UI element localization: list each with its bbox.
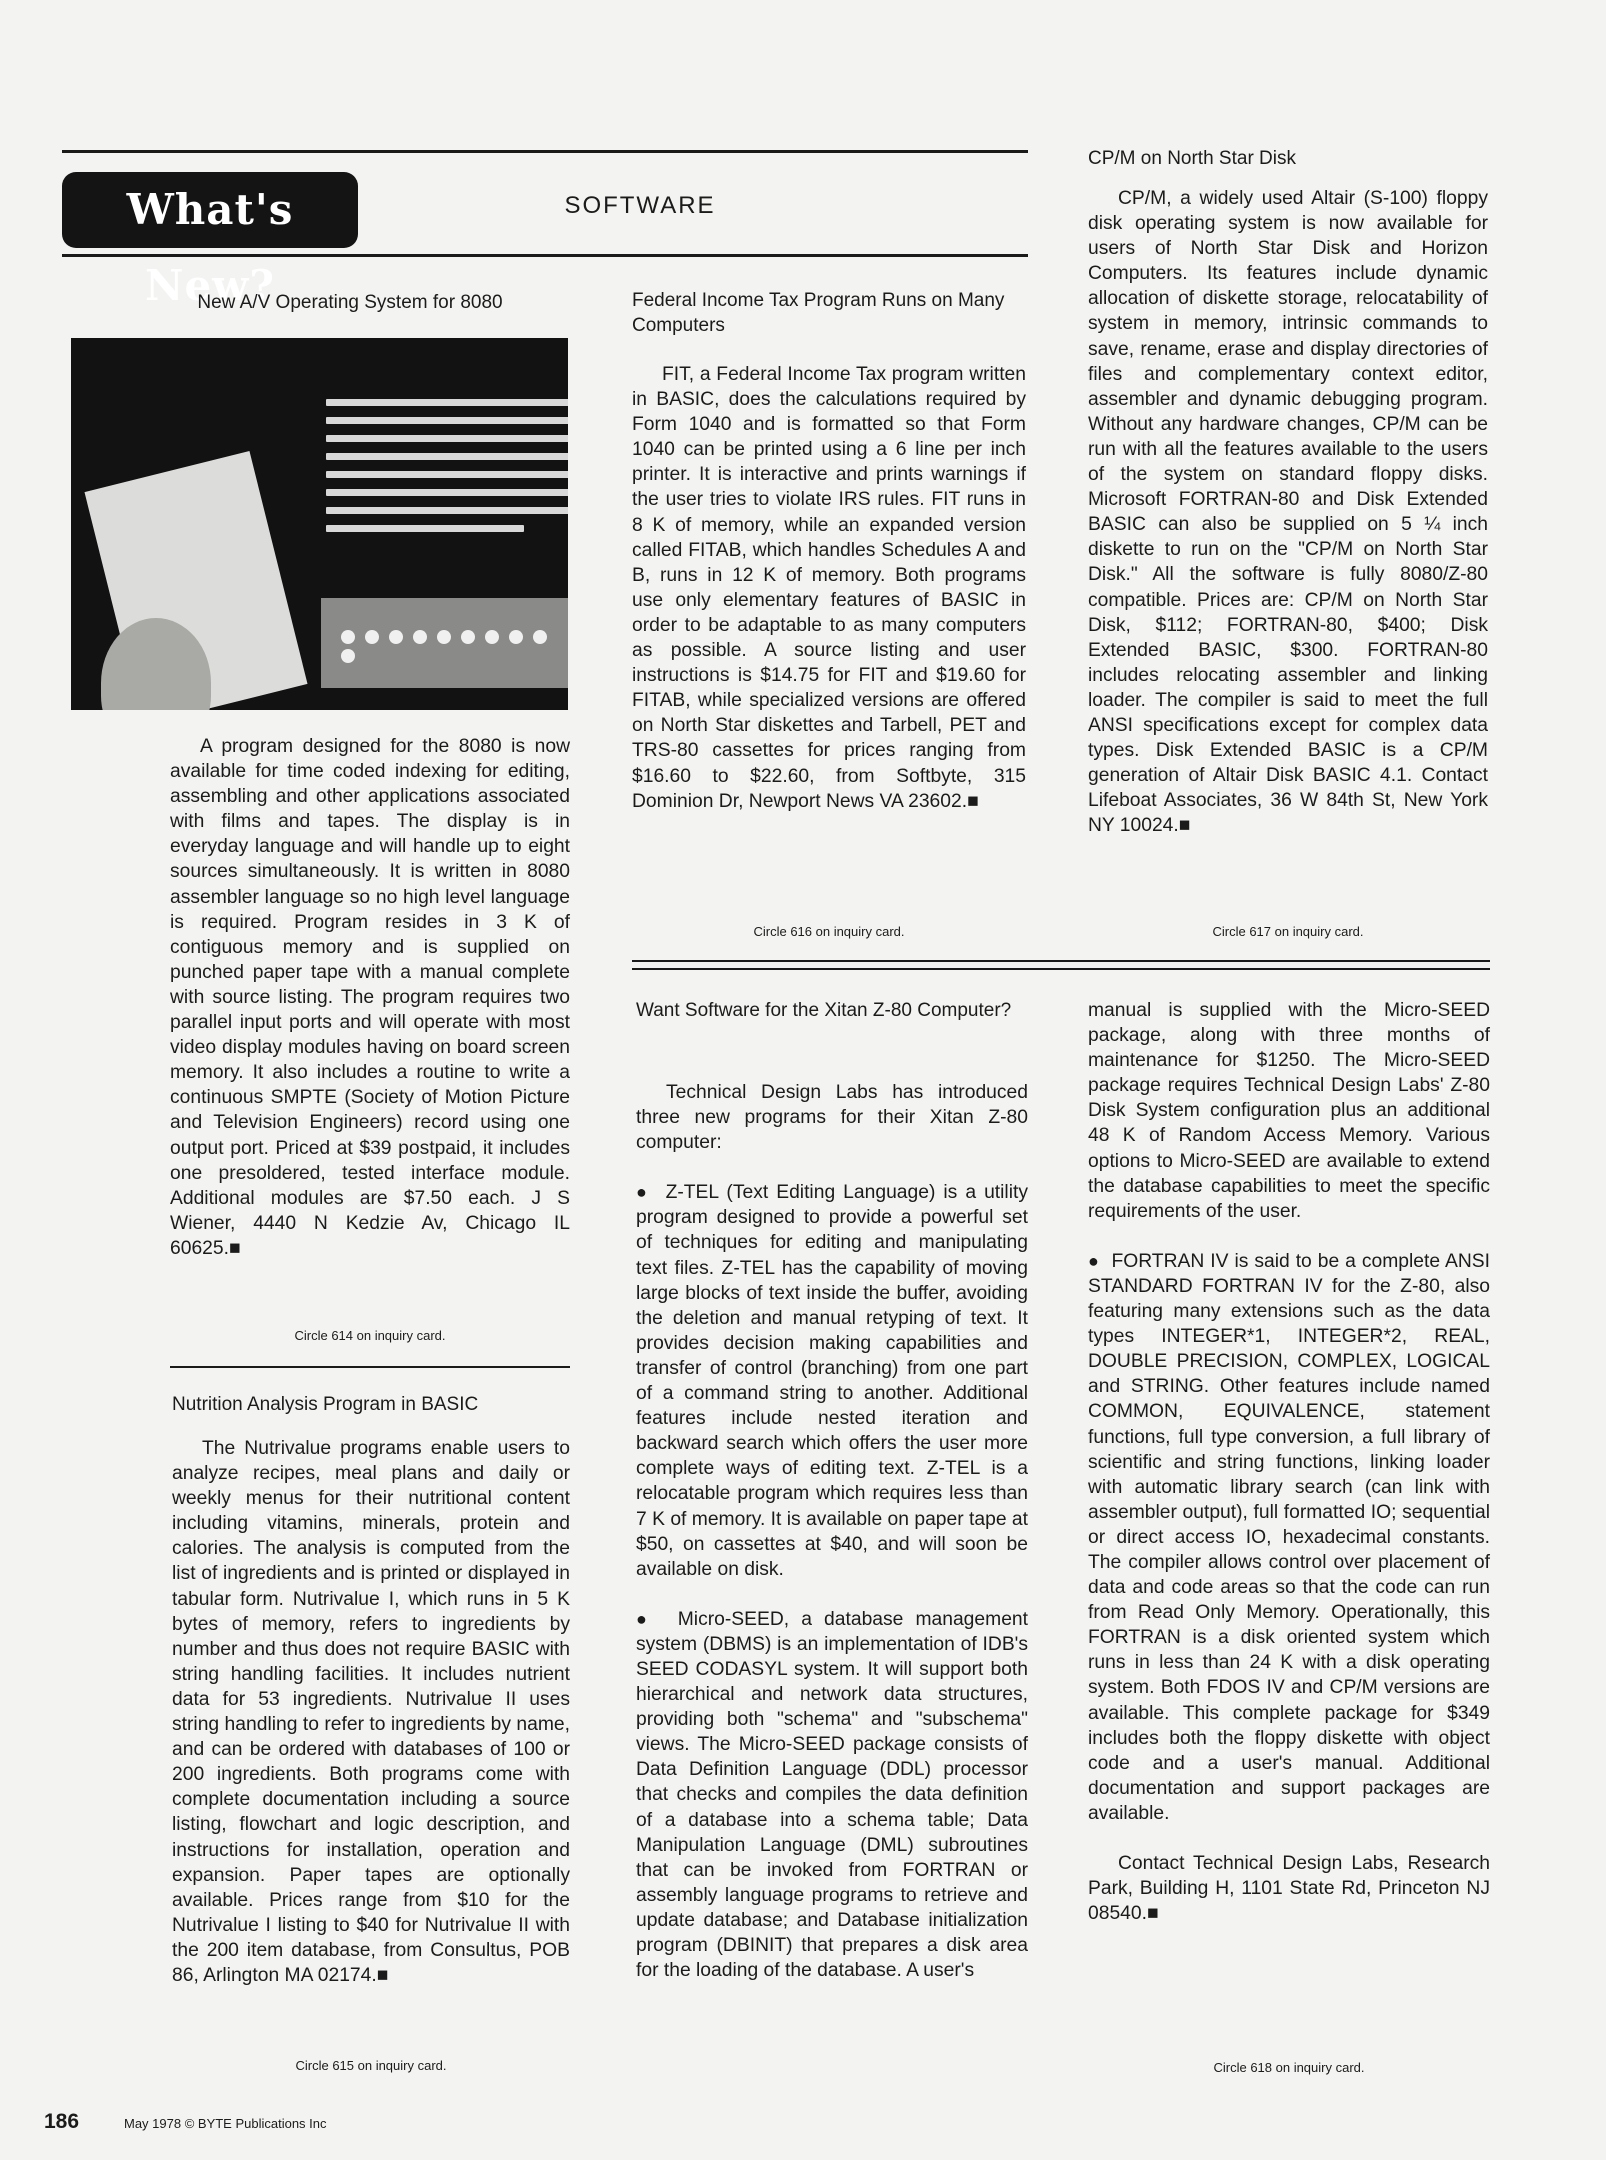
page-number: 186 (44, 2110, 80, 2133)
bullet-icon: ● (636, 1608, 654, 1629)
panel-buttons (341, 630, 568, 668)
article-text: FIT, a Federal Income Tax program written in BASIC, does the calculations required by Form 1040 and is formatted so that Form 1040 can be printed using a 6 line per inch printer. It is interactive and prints warnings if the user tries to violate IRS rules. FIT runs in 8 K of memory, while an expanded version called FITAB, which handles Schedules A and B, runs in 12 K of memory. Both programs use only elementary features of BASIC in order to be adaptable to as many computers as possible. A source listing and user instructions is $14.75 for FIT and $19.60 for FITAB, while specialized versions are offered on North Star diskettes and Tarbell, PET and TRS-80 cassettes for prices ranging from $16.60 to $22.60, from Softbyte, 315 Dominion Dr, Newport News VA 23602.■ (632, 364, 1026, 812)
article-title-nutrition: Nutrition Analysis Program in BASIC (172, 1394, 479, 1415)
circle-616: Circle 616 on inquiry card. (753, 924, 905, 939)
header-top-rule (62, 150, 1028, 153)
ztel-text: Z-TEL (Text Editing Language) is a utility program designed to provide a powerful set of techniques for editing and manipulating text files. Z-TEL has the capability of moving large blocks of text inside the buffer, avoiding the deletion and manual retyping of text. It provides decision making capabilities and transfer of control (branching) from one part of a command string to another. Additional features include nested iteration and backward search which offers the user more complete ways of editing text. Z-TEL is a relocatable program which requires less than 7 K of memory. It is available on paper tape at $50, on cassettes at $40, and will soon be available on disk. (636, 1182, 1028, 1580)
whats-new-logo: What's New? (62, 172, 358, 248)
microseed-continued: manual is supplied with the Micro-SEED package, along with three months of maintenance for $1250. The Micro-SEED package requires Technical Design Labs' Z-80 Disk System configuration plus an additional 48 K of Random Access Memory. Various options to Micro-SEED are available to extend the database capabilities to meet the specific requirements of the user. (1088, 1000, 1490, 1222)
article-text: The Nutrivalue programs enable users to analyze recipes, meal plans and daily or weekly menus for their nutritional content including vitamins, minerals, protein and calories. The analysis is computed from the list of ingredients and is printed or displayed in tabular form. Nutrivalue I, which runs in 5 K bytes of memory, refers to ingredients by number and thus does not require BASIC with string handling facilities. It includes nutrient data for 53 ingredients. Nutrivalue II uses string handling to refer to ingredients by name, and can be ordered with databases of 100 or 200 ingredients. Both programs come with complete documentation including a source listing, flowchart and logic description, and instructions for installation, operation and expansion. Paper tapes are optionally available. Prices range from $10 for the Nutrivalue I listing to $40 for Nutrivalue II with the 200 item database, from Consultus, POB 86, Arlington MA 02174.■ (172, 1438, 570, 1986)
article-title-fit: Federal Income Tax Program Runs on Many Computers (632, 290, 1005, 336)
bullet-icon: ● (636, 1182, 650, 1203)
ztel-paragraph (636, 1180, 1028, 1582)
xitan-body-right (1088, 998, 1490, 1926)
contact-text: Contact Technical Design Labs, Research Park, Building H, 1101 State Rd, Princeton NJ 08540.■ (1088, 1853, 1490, 1925)
circle-614: Circle 614 on inquiry card. (294, 1328, 446, 1343)
double-rule-bottom (632, 968, 1490, 970)
article-title-av-os: New A/V Operating System for 8080 (197, 292, 503, 313)
fortran-paragraph (1088, 1249, 1490, 1826)
header-bottom-rule (62, 254, 1028, 257)
section-heading: SOFTWARE (564, 192, 716, 219)
microseed-paragraph (636, 1607, 1028, 1983)
article-text: CP/M, a widely used Altair (S-100) floppy disk operating system is now available for users of North Star Disk and Horizon Computers. Its features include dynamic allocation of diskette storage, relocatability of system in memory, intrinsic commands to save, rename, erase and display directories of files and complementary context editor, assembler and dynamic debugging program. Without any hardware changes, CP/M can be run with all the features available to the users of the system on standard floppy disks. Microsoft FORTRAN-80 and Disk Extended BASIC can also be supplied on 5 ¼ inch diskette to run on the "CP/M on North Star Disk." All the software is fully 8080/Z-80 compatible. Prices are: CP/M on North Star Disk, $112; FORTRAN-80, $400; Disk Extended BASIC, $300. FORTRAN-80 includes relocating assembler and linking loader. The compiler is said to meet the full ANSI specifications except for complex data types. Disk Extended BASIC is a CP/M generation of Altair Disk BASIC 4.1. Contact Lifeboat Associates, 36 W 84th St, New York NY 10024.■ (1088, 188, 1488, 837)
bullet-icon: ● (1088, 1250, 1100, 1271)
xitan-body-left (636, 1080, 1028, 1983)
article-body-cpm (1088, 186, 1488, 838)
article-title-cpm: CP/M on North Star Disk (1088, 148, 1296, 169)
footer-credit: May 1978 © BYTE Publications Inc (124, 2116, 327, 2131)
xitan-intro: Technical Design Labs has introduced three new programs for their Xitan Z-80 computer: (636, 1082, 1028, 1154)
double-rule-top (632, 960, 1490, 962)
terminal-photo (71, 338, 568, 710)
circle-617: Circle 617 on inquiry card. (1212, 924, 1364, 939)
screen-display (326, 388, 568, 568)
article-body-nutrition (172, 1436, 570, 1988)
circle-618: Circle 618 on inquiry card. (1213, 2060, 1365, 2075)
article-body-av-os (170, 734, 570, 1261)
article-divider (170, 1366, 570, 1368)
fortran-text: FORTRAN IV is said to be a complete ANSI STANDARD FORTRAN IV for the Z-80, also featuring many extensions such as the data types INTEGER*1, INTEGER*2, REAL, DOUBLE PRECISION, COMPLEX, LOGICAL and STRING. Other features include named COMMON, EQUIVALENCE, statement functions, full type conversion, a full library of scientific and string functions, linking loader with automatic library search (can link with assembler output), full formatted IO; sequential or direct access IO, hexadecimal constants. The compiler allows control over placement of data and code areas so that the code can run from Read Only Memory. Operationally, this FORTRAN is a disk oriented system which runs in less than 24 K with a disk operating system. Both FDOS IV and CP/M versions are available. This complete package for $349 includes both the floppy diskette with object code and a user's manual. Additional documentation and support packages are available. (1088, 1250, 1491, 1824)
circle-615: Circle 615 on inquiry card. (295, 2058, 447, 2073)
article-text: A program designed for the 8080 is now available for time coded indexing for editing, assembling and other applications associated with films and tapes. The display is in everyday language and will handle up to eight sources simultaneously. It is written in 8080 assembler language so no high level language is required. Program resides in 3 K of contiguous memory and is supplied on punched paper tape with a manual complete with source listing. The program requires two parallel input ports and will operate with most video display modules having on board screen memory. It also includes a routine to write a continuous SMPTE (Society of Motion Picture and Television Engineers) record using one output port. Priced at $39 postpaid, it includes one presoldered, tested interface module. Additional modules are $7.50 each. J S Wiener, 4440 N Kedzie Av, Chicago IL 60625.■ (170, 736, 570, 1259)
article-body-fit (632, 362, 1026, 814)
article-title-xitan: Want Software for the Xitan Z-80 Computer? (636, 1000, 1012, 1021)
microseed-text: Micro-SEED, a database management system (DBMS) is an implementation of IDB's SEED CODASYL system. It will support both hierarchical and network data structures, providing both "schema" and "subschema" views. The Micro-SEED package consists of Data Definition Language (DDL) processor that checks and compiles the data definition of a database into a schema table; Data Manipulation Language (DML) subroutines that can be invoked from FORTRAN or assembly language programs to retrieve and update database; and Database initialization program (DBINIT) that prepares a disk area for the loading of the database. A user's (636, 1608, 1028, 1982)
